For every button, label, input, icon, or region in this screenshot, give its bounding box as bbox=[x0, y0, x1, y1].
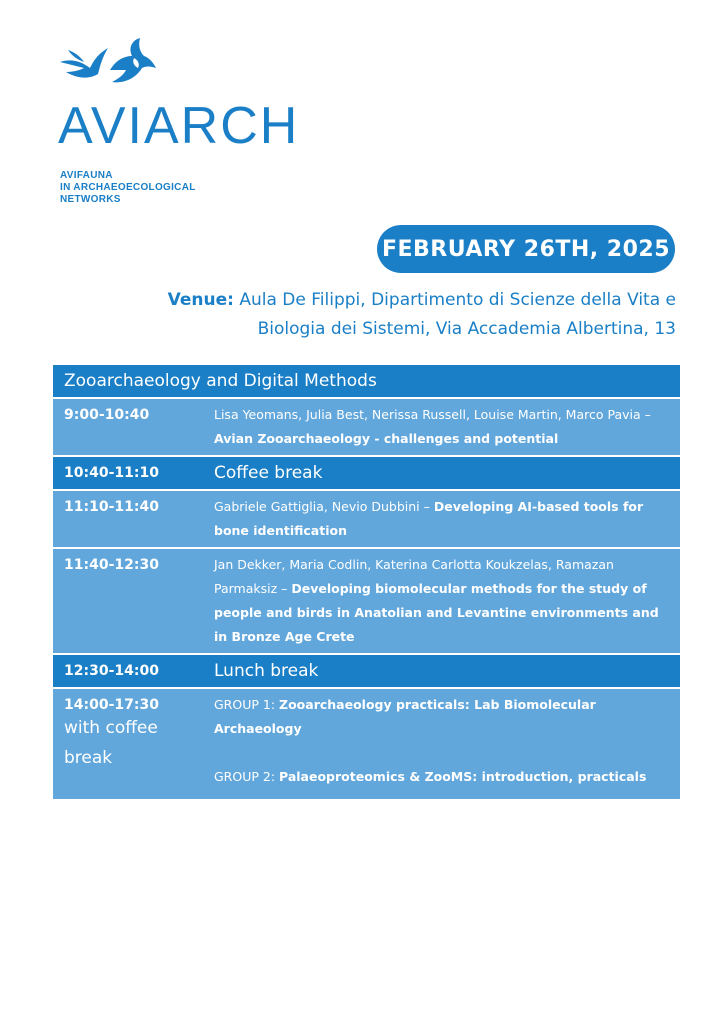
schedule-row bbox=[53, 491, 680, 547]
schedule-table bbox=[53, 365, 680, 801]
venue-text-1: Aula De Filippi, Dipartimento di Scienze della Vita e bbox=[239, 290, 676, 310]
brand-title: AVIARCH bbox=[58, 97, 300, 155]
venue-line-1 bbox=[36, 286, 676, 315]
event-date: FEBRUARY 26TH, 2025 bbox=[381, 236, 671, 262]
schedule-row bbox=[53, 399, 680, 455]
group-label: GROUP 1: bbox=[214, 697, 280, 712]
group-title: Palaeoproteomics & ZooMS: introduction, practicals bbox=[279, 769, 647, 784]
talk-speakers: Lisa Yeomans, Julia Best, Nerissa Russell, Louise Martin, Marco Pavia – bbox=[214, 407, 651, 422]
brand-subtitle-line: NETWORKS bbox=[60, 194, 121, 205]
time-slot: 9:00-10:40 bbox=[64, 407, 150, 423]
two-swallows-logo-icon bbox=[58, 36, 158, 88]
schedule-row-break bbox=[53, 655, 680, 687]
schedule-row-break bbox=[53, 457, 680, 489]
section-title: Zooarchaeology and Digital Methods bbox=[64, 371, 377, 391]
time-slot: 11:10-11:40 bbox=[64, 499, 159, 515]
group-spacer bbox=[214, 741, 672, 765]
time-range: 14:00-17:30 bbox=[64, 697, 159, 713]
event-date-badge bbox=[377, 225, 675, 273]
talk-content bbox=[201, 399, 680, 455]
brand-subtitle bbox=[60, 170, 196, 206]
schedule-row bbox=[53, 689, 680, 799]
venue-label: Venue: bbox=[167, 290, 234, 310]
talk-speakers: Gabriele Gattiglia, Nevio Dubbini – bbox=[214, 499, 434, 514]
time-slot bbox=[53, 689, 201, 793]
talk-title: Avian Zooarchaeology - challenges and potential bbox=[214, 431, 559, 446]
brand-subtitle-line: AVIFAUNA bbox=[60, 170, 113, 181]
talk-title: Developing biomolecular methods for the study of people and birds in Anatolian and Levantine environments and in Bronze Age Crete bbox=[214, 581, 659, 644]
group-2 bbox=[214, 765, 672, 789]
talk-content bbox=[201, 549, 680, 653]
talk-title: Developing AI-based tools for bone identification bbox=[214, 499, 644, 538]
schedule-row bbox=[53, 549, 680, 653]
break-label: Lunch break bbox=[214, 661, 319, 681]
time-note: with coffee break bbox=[64, 718, 158, 768]
time-slot: 11:40-12:30 bbox=[64, 557, 159, 573]
break-label: Coffee break bbox=[214, 463, 323, 483]
section-header bbox=[53, 365, 680, 397]
time-slot: 12:30-14:00 bbox=[64, 663, 159, 679]
brand-subtitle-line: IN ARCHAEOECOLOGICAL bbox=[60, 182, 196, 193]
talk-content bbox=[201, 689, 680, 793]
venue-block bbox=[36, 286, 676, 344]
talk-content bbox=[201, 491, 680, 547]
time-slot: 10:40-11:10 bbox=[64, 465, 159, 481]
group-label: GROUP 2: bbox=[214, 769, 280, 784]
talk-speakers: Jan Dekker, Maria Codlin, Katerina Carlotta Koukzelas, Ramazan Parmaksiz – bbox=[214, 557, 614, 596]
group-1 bbox=[214, 693, 672, 741]
group-title: Zooarchaeology practicals: Lab Biomolecular Archaeology bbox=[214, 697, 596, 736]
venue-line-2: Biologia dei Sistemi, Via Accademia Albertina, 13 bbox=[257, 319, 676, 339]
